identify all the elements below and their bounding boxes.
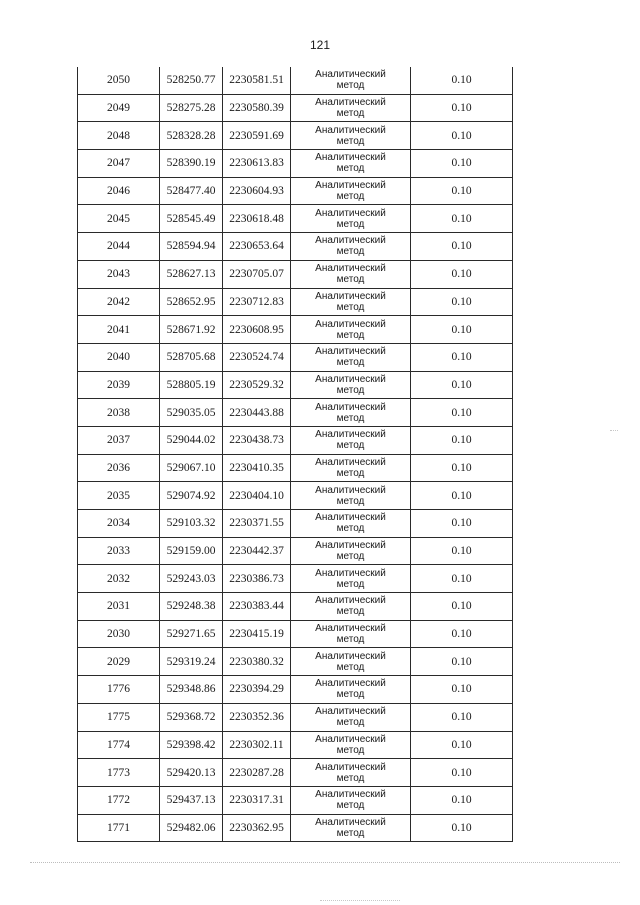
method-cell: [291, 150, 411, 178]
method-line-1: Аналитический: [315, 678, 386, 690]
error-cell: 0.10: [411, 399, 513, 427]
point-number-cell: 1774: [78, 731, 160, 759]
method-line-2: метод: [336, 274, 365, 286]
method-line-2: метод: [336, 606, 365, 618]
error-cell: 0.10: [411, 593, 513, 621]
method-line-2: метод: [336, 80, 365, 92]
x-coordinate-cell: 529074.92: [160, 482, 223, 510]
method-line-1: Аналитический: [315, 816, 386, 828]
x-coordinate-cell: 529437.13: [160, 786, 223, 814]
y-coordinate-cell: 2230443.88: [223, 399, 291, 427]
method-line-1: Аналитический: [315, 180, 386, 192]
method-cell: [291, 482, 411, 510]
method-cell: [291, 399, 411, 427]
method-line-2: метод: [336, 772, 365, 784]
method-cell: [291, 288, 411, 316]
method-line-1: Аналитический: [315, 152, 386, 164]
table-row: [78, 371, 513, 399]
point-number-cell: 2039: [78, 371, 160, 399]
method-line-1: Аналитический: [315, 263, 386, 275]
method-line-1: Аналитический: [315, 623, 386, 635]
point-number-cell: 2046: [78, 177, 160, 205]
method-line-2: метод: [336, 578, 365, 590]
method-cell: [291, 454, 411, 482]
method-cell: [291, 177, 411, 205]
y-coordinate-cell: 2230380.32: [223, 648, 291, 676]
method-cell: [291, 426, 411, 454]
method-cell: [291, 233, 411, 261]
method-line-2: метод: [336, 495, 365, 507]
error-cell: 0.10: [411, 426, 513, 454]
point-number-cell: 2043: [78, 260, 160, 288]
error-cell: 0.10: [411, 731, 513, 759]
y-coordinate-cell: 2230591.69: [223, 122, 291, 150]
method-line-1: Аналитический: [315, 567, 386, 579]
scan-artifact-mark: [610, 430, 618, 432]
method-line-1: Аналитический: [315, 484, 386, 496]
point-number-cell: 2030: [78, 620, 160, 648]
y-coordinate-cell: 2230608.95: [223, 316, 291, 344]
x-coordinate-cell: 529271.65: [160, 620, 223, 648]
table-row: [78, 399, 513, 427]
table-row: [78, 343, 513, 371]
table-row: [78, 94, 513, 122]
method-line-1: Аналитический: [315, 124, 386, 136]
point-number-cell: 2040: [78, 343, 160, 371]
x-coordinate-cell: 529035.05: [160, 399, 223, 427]
table-row: [78, 122, 513, 150]
error-cell: 0.10: [411, 510, 513, 538]
error-cell: 0.10: [411, 177, 513, 205]
y-coordinate-cell: 2230410.35: [223, 454, 291, 482]
method-cell: [291, 620, 411, 648]
y-coordinate-cell: 2230371.55: [223, 510, 291, 538]
point-number-cell: 2036: [78, 454, 160, 482]
x-coordinate-cell: 529067.10: [160, 454, 223, 482]
error-cell: 0.10: [411, 786, 513, 814]
method-cell: [291, 676, 411, 704]
scan-artifact-line: [320, 900, 400, 902]
y-coordinate-cell: 2230386.73: [223, 565, 291, 593]
method-line-2: метод: [336, 523, 365, 535]
method-cell: [291, 316, 411, 344]
x-coordinate-cell: 529103.32: [160, 510, 223, 538]
error-cell: 0.10: [411, 150, 513, 178]
y-coordinate-cell: 2230383.44: [223, 593, 291, 621]
x-coordinate-cell: 529420.13: [160, 759, 223, 787]
method-line-2: метод: [336, 218, 365, 230]
error-cell: 0.10: [411, 94, 513, 122]
method-line-2: метод: [336, 301, 365, 313]
method-cell: [291, 648, 411, 676]
method-cell: [291, 205, 411, 233]
table-row: [78, 593, 513, 621]
y-coordinate-cell: 2230580.39: [223, 94, 291, 122]
method-line-1: Аналитический: [315, 706, 386, 718]
y-coordinate-cell: 2230287.28: [223, 759, 291, 787]
table-row: [78, 454, 513, 482]
point-number-cell: 1776: [78, 676, 160, 704]
error-cell: 0.10: [411, 759, 513, 787]
error-cell: 0.10: [411, 205, 513, 233]
error-cell: 0.10: [411, 316, 513, 344]
error-cell: 0.10: [411, 67, 513, 94]
x-coordinate-cell: 528652.95: [160, 288, 223, 316]
error-cell: 0.10: [411, 482, 513, 510]
point-number-cell: 2034: [78, 510, 160, 538]
x-coordinate-cell: 528390.19: [160, 150, 223, 178]
method-line-2: метод: [336, 412, 365, 424]
method-line-1: Аналитический: [315, 97, 386, 109]
method-line-2: метод: [336, 440, 365, 452]
error-cell: 0.10: [411, 565, 513, 593]
y-coordinate-cell: 2230362.95: [223, 814, 291, 842]
y-coordinate-cell: 2230604.93: [223, 177, 291, 205]
method-line-1: Аналитический: [315, 235, 386, 247]
method-cell: [291, 814, 411, 842]
x-coordinate-cell: 528627.13: [160, 260, 223, 288]
method-line-2: метод: [336, 717, 365, 729]
table-row: [78, 233, 513, 261]
method-line-1: Аналитический: [315, 318, 386, 330]
y-coordinate-cell: 2230415.19: [223, 620, 291, 648]
error-cell: 0.10: [411, 233, 513, 261]
method-cell: [291, 786, 411, 814]
y-coordinate-cell: 2230581.51: [223, 67, 291, 94]
point-number-cell: 2042: [78, 288, 160, 316]
x-coordinate-cell: 528275.28: [160, 94, 223, 122]
method-cell: [291, 67, 411, 94]
method-line-1: Аналитический: [315, 595, 386, 607]
table-row: [78, 67, 513, 94]
method-cell: [291, 371, 411, 399]
page-number: 121: [309, 38, 331, 52]
method-line-1: Аналитический: [315, 761, 386, 773]
method-line-1: Аналитический: [315, 69, 386, 81]
table-row: [78, 814, 513, 842]
method-cell: [291, 593, 411, 621]
x-coordinate-cell: 529159.00: [160, 537, 223, 565]
point-number-cell: 2029: [78, 648, 160, 676]
table-row: [78, 177, 513, 205]
x-coordinate-cell: 529398.42: [160, 731, 223, 759]
y-coordinate-cell: 2230712.83: [223, 288, 291, 316]
scan-artifact-line: [30, 862, 620, 864]
error-cell: 0.10: [411, 537, 513, 565]
method-line-1: Аналитический: [315, 456, 386, 468]
method-cell: [291, 703, 411, 731]
x-coordinate-cell: 528705.68: [160, 343, 223, 371]
y-coordinate-cell: 2230404.10: [223, 482, 291, 510]
method-line-1: Аналитический: [315, 789, 386, 801]
x-coordinate-cell: 529348.86: [160, 676, 223, 704]
y-coordinate-cell: 2230618.48: [223, 205, 291, 233]
method-line-2: метод: [336, 246, 365, 258]
y-coordinate-cell: 2230653.64: [223, 233, 291, 261]
point-number-cell: 2044: [78, 233, 160, 261]
method-cell: [291, 759, 411, 787]
point-number-cell: 2037: [78, 426, 160, 454]
point-number-cell: 2050: [78, 67, 160, 94]
method-line-2: метод: [336, 108, 365, 120]
point-number-cell: 1771: [78, 814, 160, 842]
table-row: [78, 288, 513, 316]
method-line-2: метод: [336, 467, 365, 479]
error-cell: 0.10: [411, 703, 513, 731]
y-coordinate-cell: 2230302.11: [223, 731, 291, 759]
method-cell: [291, 537, 411, 565]
y-coordinate-cell: 2230529.32: [223, 371, 291, 399]
table-row: [78, 537, 513, 565]
method-line-1: Аналитический: [315, 540, 386, 552]
method-line-2: метод: [336, 191, 365, 203]
method-line-1: Аналитический: [315, 401, 386, 413]
method-line-1: Аналитический: [315, 429, 386, 441]
method-line-2: метод: [336, 551, 365, 563]
x-coordinate-cell: 529248.38: [160, 593, 223, 621]
error-cell: 0.10: [411, 371, 513, 399]
method-line-2: метод: [336, 689, 365, 701]
table-row: [78, 676, 513, 704]
table-row: [78, 510, 513, 538]
method-line-1: Аналитический: [315, 373, 386, 385]
point-number-cell: 2049: [78, 94, 160, 122]
x-coordinate-cell: 529319.24: [160, 648, 223, 676]
x-coordinate-cell: 528594.94: [160, 233, 223, 261]
y-coordinate-cell: 2230442.37: [223, 537, 291, 565]
method-line-1: Аналитический: [315, 512, 386, 524]
method-line-2: метод: [336, 135, 365, 147]
error-cell: 0.10: [411, 343, 513, 371]
point-number-cell: 2041: [78, 316, 160, 344]
x-coordinate-cell: 529482.06: [160, 814, 223, 842]
method-line-2: метод: [336, 384, 365, 396]
y-coordinate-cell: 2230705.07: [223, 260, 291, 288]
y-coordinate-cell: 2230352.36: [223, 703, 291, 731]
table-row: [78, 482, 513, 510]
table-row: [78, 150, 513, 178]
x-coordinate-cell: 529368.72: [160, 703, 223, 731]
x-coordinate-cell: 528328.28: [160, 122, 223, 150]
y-coordinate-cell: 2230317.31: [223, 786, 291, 814]
method-cell: [291, 565, 411, 593]
point-number-cell: 2031: [78, 593, 160, 621]
x-coordinate-cell: 528545.49: [160, 205, 223, 233]
method-line-2: метод: [336, 357, 365, 369]
x-coordinate-cell: 528477.40: [160, 177, 223, 205]
method-cell: [291, 260, 411, 288]
point-number-cell: 2032: [78, 565, 160, 593]
x-coordinate-cell: 529243.03: [160, 565, 223, 593]
method-line-1: Аналитический: [315, 290, 386, 302]
method-line-2: метод: [336, 827, 365, 839]
error-cell: 0.10: [411, 454, 513, 482]
method-line-2: метод: [336, 329, 365, 341]
table-row: [78, 759, 513, 787]
x-coordinate-cell: 528671.92: [160, 316, 223, 344]
method-cell: [291, 343, 411, 371]
table-row: [78, 648, 513, 676]
error-cell: 0.10: [411, 648, 513, 676]
x-coordinate-cell: 529044.02: [160, 426, 223, 454]
method-cell: [291, 510, 411, 538]
coordinates-table: [77, 67, 513, 842]
table-row: [78, 205, 513, 233]
point-number-cell: 2048: [78, 122, 160, 150]
table-row: [78, 426, 513, 454]
table-row: [78, 620, 513, 648]
method-line-1: Аналитический: [315, 207, 386, 219]
method-cell: [291, 122, 411, 150]
error-cell: 0.10: [411, 260, 513, 288]
method-line-2: метод: [336, 800, 365, 812]
method-line-2: метод: [336, 744, 365, 756]
method-line-2: метод: [336, 661, 365, 673]
method-cell: [291, 731, 411, 759]
method-line-1: Аналитический: [315, 346, 386, 358]
point-number-cell: 2033: [78, 537, 160, 565]
y-coordinate-cell: 2230524.74: [223, 343, 291, 371]
point-number-cell: 1772: [78, 786, 160, 814]
point-number-cell: 2047: [78, 150, 160, 178]
point-number-cell: 2035: [78, 482, 160, 510]
table-row: [78, 260, 513, 288]
error-cell: 0.10: [411, 288, 513, 316]
table-row: [78, 316, 513, 344]
x-coordinate-cell: 528805.19: [160, 371, 223, 399]
table-row: [78, 786, 513, 814]
method-line-2: метод: [336, 634, 365, 646]
error-cell: 0.10: [411, 620, 513, 648]
y-coordinate-cell: 2230613.83: [223, 150, 291, 178]
x-coordinate-cell: 528250.77: [160, 67, 223, 94]
method-line-1: Аналитический: [315, 733, 386, 745]
point-number-cell: 2045: [78, 205, 160, 233]
y-coordinate-cell: 2230438.73: [223, 426, 291, 454]
y-coordinate-cell: 2230394.29: [223, 676, 291, 704]
table-row: [78, 703, 513, 731]
table-row: [78, 731, 513, 759]
method-line-2: метод: [336, 163, 365, 175]
method-cell: [291, 94, 411, 122]
method-line-1: Аналитический: [315, 650, 386, 662]
coordinates-table-body: [78, 67, 513, 842]
point-number-cell: 1775: [78, 703, 160, 731]
table-row: [78, 565, 513, 593]
point-number-cell: 2038: [78, 399, 160, 427]
point-number-cell: 1773: [78, 759, 160, 787]
error-cell: 0.10: [411, 676, 513, 704]
error-cell: 0.10: [411, 814, 513, 842]
error-cell: 0.10: [411, 122, 513, 150]
